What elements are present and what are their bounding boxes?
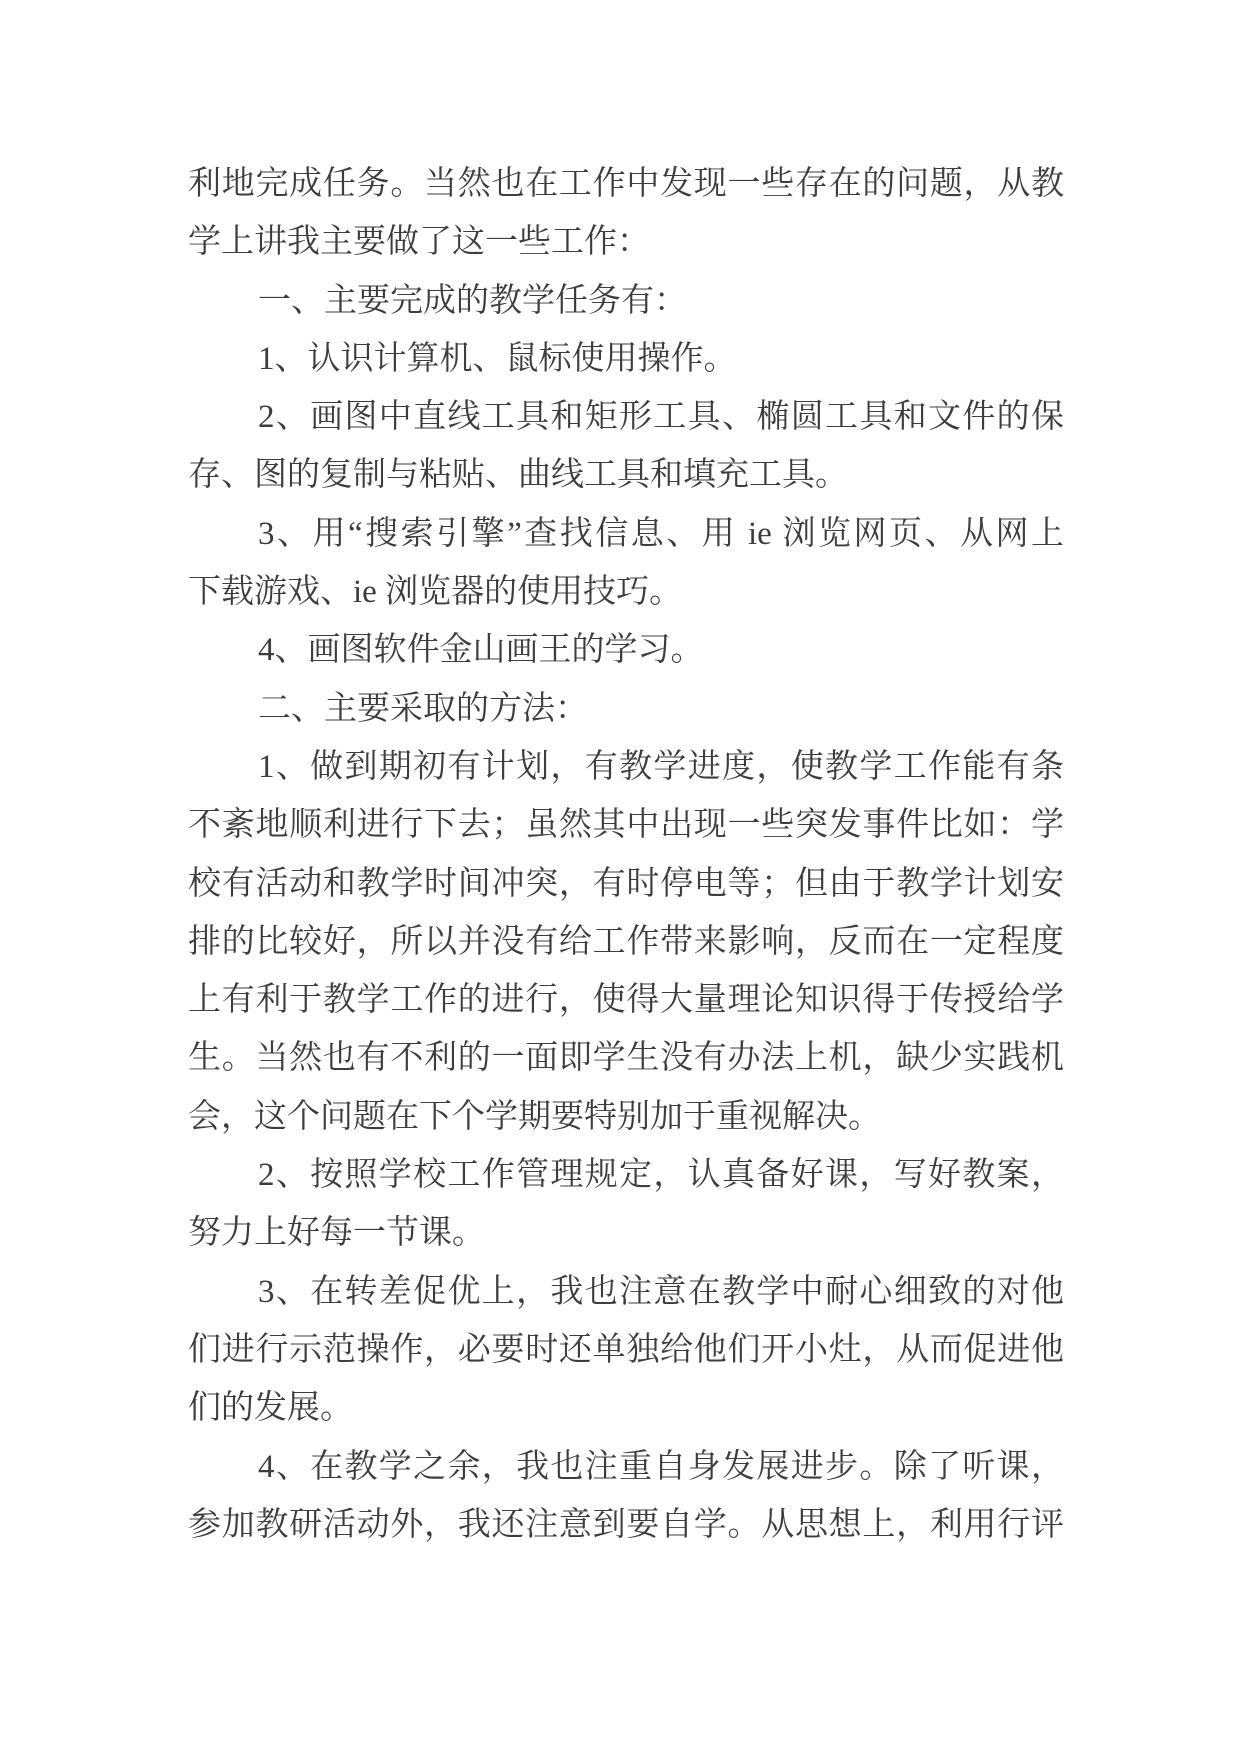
text-line: 2、画图中直线工具和矩形工具、椭圆工具和文件的保	[258, 399, 1064, 436]
text-line: 学上讲我主要做了这一些工作：	[188, 224, 650, 261]
text-line: 1、做到期初有计划，有教学进度，使教学工作能有条	[258, 748, 1064, 785]
text-line: 参加教研活动外，我还注意到要自学。从思想上，利用行评	[188, 1506, 1064, 1543]
text-line: 一、主要完成的教学任务有：	[258, 282, 687, 319]
text-line: 利地完成任务。当然也在工作中发现一些存在的问题，从教	[188, 166, 1064, 202]
text-line: 上有利于教学工作的进行，使得大量理论知识得于传授给学	[188, 982, 1064, 1019]
text-line: 3、用“搜索引擎”查找信息、用 ie 浏览网页、从网上	[258, 515, 1064, 552]
text-line: 们进行示范操作，必要时还单独给他们开小灶，从而促进他	[188, 1331, 1064, 1368]
text-line: 不紊地顺利进行下去；虽然其中出现一些突发事件比如：学	[188, 807, 1064, 844]
text-line: 1、认识计算机、鼠标使用操作。	[258, 340, 737, 377]
text-line: 3、在转差促优上，我也注意在教学中耐心细致的对他	[258, 1273, 1064, 1310]
text-line: 2、按照学校工作管理规定，认真备好课，写好教案，	[258, 1157, 1064, 1194]
text-line: 4、画图软件金山画王的学习。	[258, 632, 704, 669]
text-line: 努力上好每一节课。	[188, 1215, 485, 1252]
text-line: 校有活动和教学时间冲突，有时停电等；但由于教学计划安	[188, 865, 1064, 902]
text-line: 下载游戏、ie 浏览器的使用技巧。	[188, 574, 683, 611]
text-line: 排的比较好，所以并没有给工作带来影响，反而在一定程度	[188, 923, 1064, 960]
text-line: 们的发展。	[188, 1390, 353, 1427]
document-body-text	[188, 155, 1064, 1554]
text-line: 4、在教学之余，我也注重自身发展进步。除了听课，	[258, 1448, 1064, 1485]
text-line: 存、图的复制与粘贴、曲线工具和填充工具。	[188, 457, 848, 494]
text-line: 生。当然也有不利的一面即学生没有办法上机，缺少实践机	[188, 1040, 1064, 1077]
text-line: 二、主要采取的方法：	[258, 690, 588, 727]
text-line: 会，这个问题在下个学期要特别加于重视解决。	[188, 1098, 881, 1135]
